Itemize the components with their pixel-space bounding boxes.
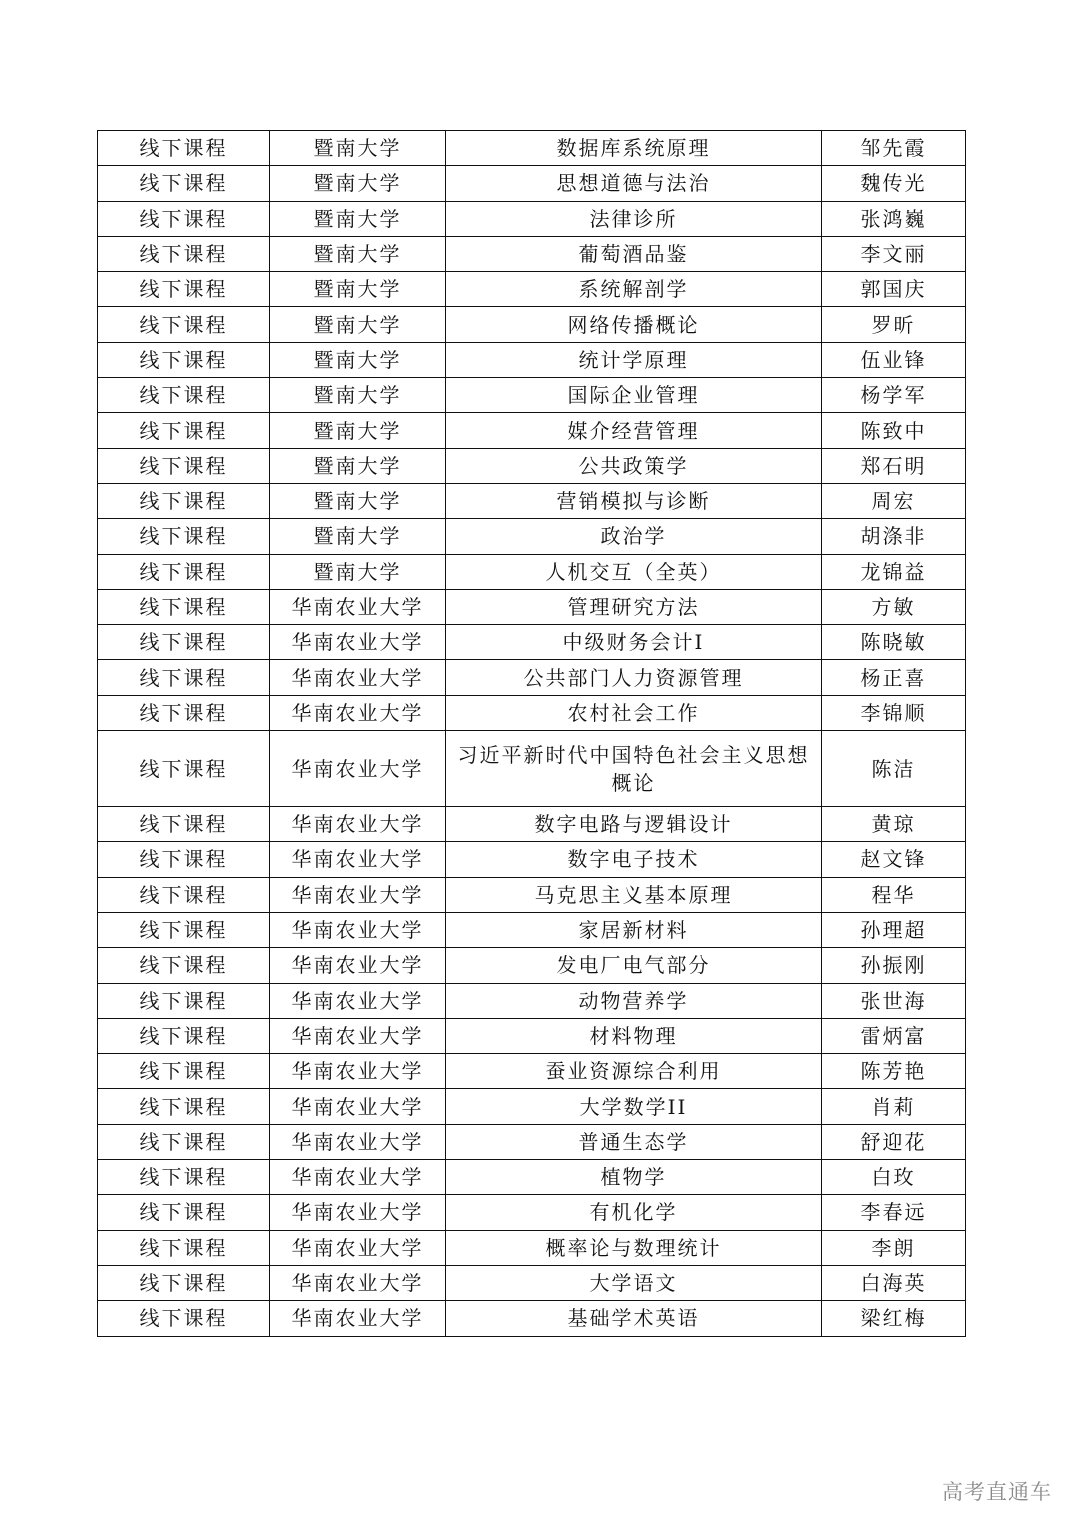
teacher-cell: 陈洁 bbox=[822, 731, 966, 807]
course-type-cell: 线下课程 bbox=[98, 1230, 270, 1265]
school-cell: 华南农业大学 bbox=[270, 912, 446, 947]
course-name-cell: 概率论与数理统计 bbox=[446, 1230, 822, 1265]
table-row bbox=[98, 1230, 966, 1265]
watermark-text: 高考直通车 bbox=[942, 1480, 1052, 1504]
teacher-cell: 陈芳艳 bbox=[822, 1054, 966, 1089]
teacher-cell: 胡涤非 bbox=[822, 519, 966, 554]
course-name-cell: 植物学 bbox=[446, 1160, 822, 1195]
course-name-cell: 网络传播概论 bbox=[446, 307, 822, 342]
teacher-cell: 龙锦益 bbox=[822, 554, 966, 589]
table-row bbox=[98, 731, 966, 807]
course-type-cell: 线下课程 bbox=[98, 912, 270, 947]
course-name-cell: 家居新材料 bbox=[446, 912, 822, 947]
course-name-cell: 中级财务会计I bbox=[446, 625, 822, 660]
teacher-cell: 杨正喜 bbox=[822, 660, 966, 695]
teacher-cell: 舒迎花 bbox=[822, 1124, 966, 1159]
school-cell: 华南农业大学 bbox=[270, 983, 446, 1018]
course-name-cell: 公共部门人力资源管理 bbox=[446, 660, 822, 695]
teacher-cell: 罗昕 bbox=[822, 307, 966, 342]
school-cell: 华南农业大学 bbox=[270, 625, 446, 660]
school-cell: 暨南大学 bbox=[270, 236, 446, 271]
course-type-cell: 线下课程 bbox=[98, 589, 270, 624]
course-name-cell: 数据库系统原理 bbox=[446, 131, 822, 166]
course-type-cell: 线下课程 bbox=[98, 131, 270, 166]
course-name-cell: 葡萄酒品鉴 bbox=[446, 236, 822, 271]
table-row bbox=[98, 201, 966, 236]
course-type-cell: 线下课程 bbox=[98, 342, 270, 377]
table-row bbox=[98, 1089, 966, 1124]
course-type-cell: 线下课程 bbox=[98, 731, 270, 807]
school-cell: 暨南大学 bbox=[270, 307, 446, 342]
school-cell: 华南农业大学 bbox=[270, 1301, 446, 1336]
table-row bbox=[98, 554, 966, 589]
course-type-cell: 线下课程 bbox=[98, 625, 270, 660]
table-row bbox=[98, 912, 966, 947]
course-name-cell: 数字电子技术 bbox=[446, 842, 822, 877]
course-type-cell: 线下课程 bbox=[98, 1124, 270, 1159]
course-name-cell: 普通生态学 bbox=[446, 1124, 822, 1159]
school-cell: 暨南大学 bbox=[270, 448, 446, 483]
course-type-cell: 线下课程 bbox=[98, 236, 270, 271]
course-type-cell: 线下课程 bbox=[98, 1054, 270, 1089]
course-name-cell: 大学语文 bbox=[446, 1265, 822, 1300]
course-type-cell: 线下课程 bbox=[98, 307, 270, 342]
course-name-cell: 思想道德与法治 bbox=[446, 166, 822, 201]
school-cell: 暨南大学 bbox=[270, 483, 446, 518]
course-type-cell: 线下课程 bbox=[98, 1301, 270, 1336]
school-cell: 华南农业大学 bbox=[270, 695, 446, 730]
teacher-cell: 白海英 bbox=[822, 1265, 966, 1300]
table-row bbox=[98, 807, 966, 842]
table-row bbox=[98, 660, 966, 695]
table-row bbox=[98, 983, 966, 1018]
school-cell: 华南农业大学 bbox=[270, 948, 446, 983]
school-cell: 华南农业大学 bbox=[270, 807, 446, 842]
course-name-cell: 数字电路与逻辑设计 bbox=[446, 807, 822, 842]
course-name-cell: 媒介经营管理 bbox=[446, 413, 822, 448]
course-name-cell: 蚕业资源综合利用 bbox=[446, 1054, 822, 1089]
school-cell: 暨南大学 bbox=[270, 342, 446, 377]
course-type-cell: 线下课程 bbox=[98, 842, 270, 877]
course-type-cell: 线下课程 bbox=[98, 413, 270, 448]
teacher-cell: 杨学军 bbox=[822, 378, 966, 413]
teacher-cell: 孙振刚 bbox=[822, 948, 966, 983]
table-row bbox=[98, 948, 966, 983]
table-row bbox=[98, 413, 966, 448]
school-cell: 华南农业大学 bbox=[270, 842, 446, 877]
table-row bbox=[98, 625, 966, 660]
table-row bbox=[98, 695, 966, 730]
course-name-cell: 动物营养学 bbox=[446, 983, 822, 1018]
school-cell: 华南农业大学 bbox=[270, 1124, 446, 1159]
teacher-cell: 程华 bbox=[822, 877, 966, 912]
course-name-cell: 马克思主义基本原理 bbox=[446, 877, 822, 912]
course-type-cell: 线下课程 bbox=[98, 695, 270, 730]
table-row bbox=[98, 307, 966, 342]
table-row bbox=[98, 519, 966, 554]
teacher-cell: 李朗 bbox=[822, 1230, 966, 1265]
school-cell: 华南农业大学 bbox=[270, 877, 446, 912]
course-name-cell: 法律诊所 bbox=[446, 201, 822, 236]
teacher-cell: 赵文锋 bbox=[822, 842, 966, 877]
course-table bbox=[97, 130, 966, 1337]
teacher-cell: 陈晓敏 bbox=[822, 625, 966, 660]
course-name-cell: 政治学 bbox=[446, 519, 822, 554]
school-cell: 华南农业大学 bbox=[270, 1018, 446, 1053]
teacher-cell: 邹先霞 bbox=[822, 131, 966, 166]
course-name-cell: 人机交互（全英） bbox=[446, 554, 822, 589]
table-row bbox=[98, 1160, 966, 1195]
course-name-cell: 统计学原理 bbox=[446, 342, 822, 377]
course-type-cell: 线下课程 bbox=[98, 807, 270, 842]
course-name-cell: 公共政策学 bbox=[446, 448, 822, 483]
teacher-cell: 李锦顺 bbox=[822, 695, 966, 730]
teacher-cell: 孙理超 bbox=[822, 912, 966, 947]
teacher-cell: 黄琼 bbox=[822, 807, 966, 842]
teacher-cell: 郑石明 bbox=[822, 448, 966, 483]
course-type-cell: 线下课程 bbox=[98, 1160, 270, 1195]
school-cell: 暨南大学 bbox=[270, 413, 446, 448]
course-name-cell: 基础学术英语 bbox=[446, 1301, 822, 1336]
table-row bbox=[98, 1124, 966, 1159]
course-type-cell: 线下课程 bbox=[98, 1089, 270, 1124]
table-row bbox=[98, 589, 966, 624]
course-type-cell: 线下课程 bbox=[98, 1195, 270, 1230]
school-cell: 暨南大学 bbox=[270, 554, 446, 589]
course-name-cell: 管理研究方法 bbox=[446, 589, 822, 624]
table-row bbox=[98, 131, 966, 166]
table-row bbox=[98, 877, 966, 912]
teacher-cell: 肖莉 bbox=[822, 1089, 966, 1124]
course-name-cell: 有机化学 bbox=[446, 1195, 822, 1230]
teacher-cell: 李文丽 bbox=[822, 236, 966, 271]
course-type-cell: 线下课程 bbox=[98, 201, 270, 236]
course-type-cell: 线下课程 bbox=[98, 272, 270, 307]
teacher-cell: 周宏 bbox=[822, 483, 966, 518]
course-type-cell: 线下课程 bbox=[98, 660, 270, 695]
teacher-cell: 张鸿巍 bbox=[822, 201, 966, 236]
table-row bbox=[98, 448, 966, 483]
school-cell: 华南农业大学 bbox=[270, 1160, 446, 1195]
course-name-cell: 农村社会工作 bbox=[446, 695, 822, 730]
course-type-cell: 线下课程 bbox=[98, 554, 270, 589]
course-name-cell: 大学数学II bbox=[446, 1089, 822, 1124]
table-row bbox=[98, 272, 966, 307]
table-row bbox=[98, 1265, 966, 1300]
school-cell: 暨南大学 bbox=[270, 519, 446, 554]
school-cell: 暨南大学 bbox=[270, 272, 446, 307]
course-type-cell: 线下课程 bbox=[98, 448, 270, 483]
course-name-cell: 营销模拟与诊断 bbox=[446, 483, 822, 518]
teacher-cell: 白玫 bbox=[822, 1160, 966, 1195]
teacher-cell: 伍业锋 bbox=[822, 342, 966, 377]
school-cell: 华南农业大学 bbox=[270, 1089, 446, 1124]
course-type-cell: 线下课程 bbox=[98, 483, 270, 518]
school-cell: 华南农业大学 bbox=[270, 731, 446, 807]
course-name-cell: 系统解剖学 bbox=[446, 272, 822, 307]
school-cell: 暨南大学 bbox=[270, 201, 446, 236]
course-type-cell: 线下课程 bbox=[98, 877, 270, 912]
teacher-cell: 梁红梅 bbox=[822, 1301, 966, 1336]
course-type-cell: 线下课程 bbox=[98, 948, 270, 983]
course-type-cell: 线下课程 bbox=[98, 378, 270, 413]
course-name-cell: 材料物理 bbox=[446, 1018, 822, 1053]
course-name-cell: 国际企业管理 bbox=[446, 378, 822, 413]
table-row bbox=[98, 166, 966, 201]
teacher-cell: 陈致中 bbox=[822, 413, 966, 448]
school-cell: 暨南大学 bbox=[270, 166, 446, 201]
table-row bbox=[98, 342, 966, 377]
course-type-cell: 线下课程 bbox=[98, 983, 270, 1018]
teacher-cell: 郭国庆 bbox=[822, 272, 966, 307]
school-cell: 华南农业大学 bbox=[270, 589, 446, 624]
course-type-cell: 线下课程 bbox=[98, 1265, 270, 1300]
course-type-cell: 线下课程 bbox=[98, 1018, 270, 1053]
teacher-cell: 魏传光 bbox=[822, 166, 966, 201]
table-row bbox=[98, 1195, 966, 1230]
school-cell: 暨南大学 bbox=[270, 131, 446, 166]
teacher-cell: 雷炳富 bbox=[822, 1018, 966, 1053]
teacher-cell: 张世海 bbox=[822, 983, 966, 1018]
table-row bbox=[98, 842, 966, 877]
course-name-cell: 习近平新时代中国特色社会主义思想概论 bbox=[446, 731, 822, 807]
school-cell: 华南农业大学 bbox=[270, 1054, 446, 1089]
table-row bbox=[98, 1018, 966, 1053]
school-cell: 华南农业大学 bbox=[270, 1265, 446, 1300]
school-cell: 华南农业大学 bbox=[270, 1195, 446, 1230]
table-row bbox=[98, 236, 966, 271]
table-row bbox=[98, 1301, 966, 1336]
table-row bbox=[98, 1054, 966, 1089]
table-row bbox=[98, 483, 966, 518]
table-row bbox=[98, 378, 966, 413]
school-cell: 华南农业大学 bbox=[270, 660, 446, 695]
teacher-cell: 李春远 bbox=[822, 1195, 966, 1230]
school-cell: 华南农业大学 bbox=[270, 1230, 446, 1265]
school-cell: 暨南大学 bbox=[270, 378, 446, 413]
teacher-cell: 方敏 bbox=[822, 589, 966, 624]
course-type-cell: 线下课程 bbox=[98, 519, 270, 554]
table-body bbox=[98, 131, 966, 1337]
course-name-cell: 发电厂电气部分 bbox=[446, 948, 822, 983]
course-type-cell: 线下课程 bbox=[98, 166, 270, 201]
